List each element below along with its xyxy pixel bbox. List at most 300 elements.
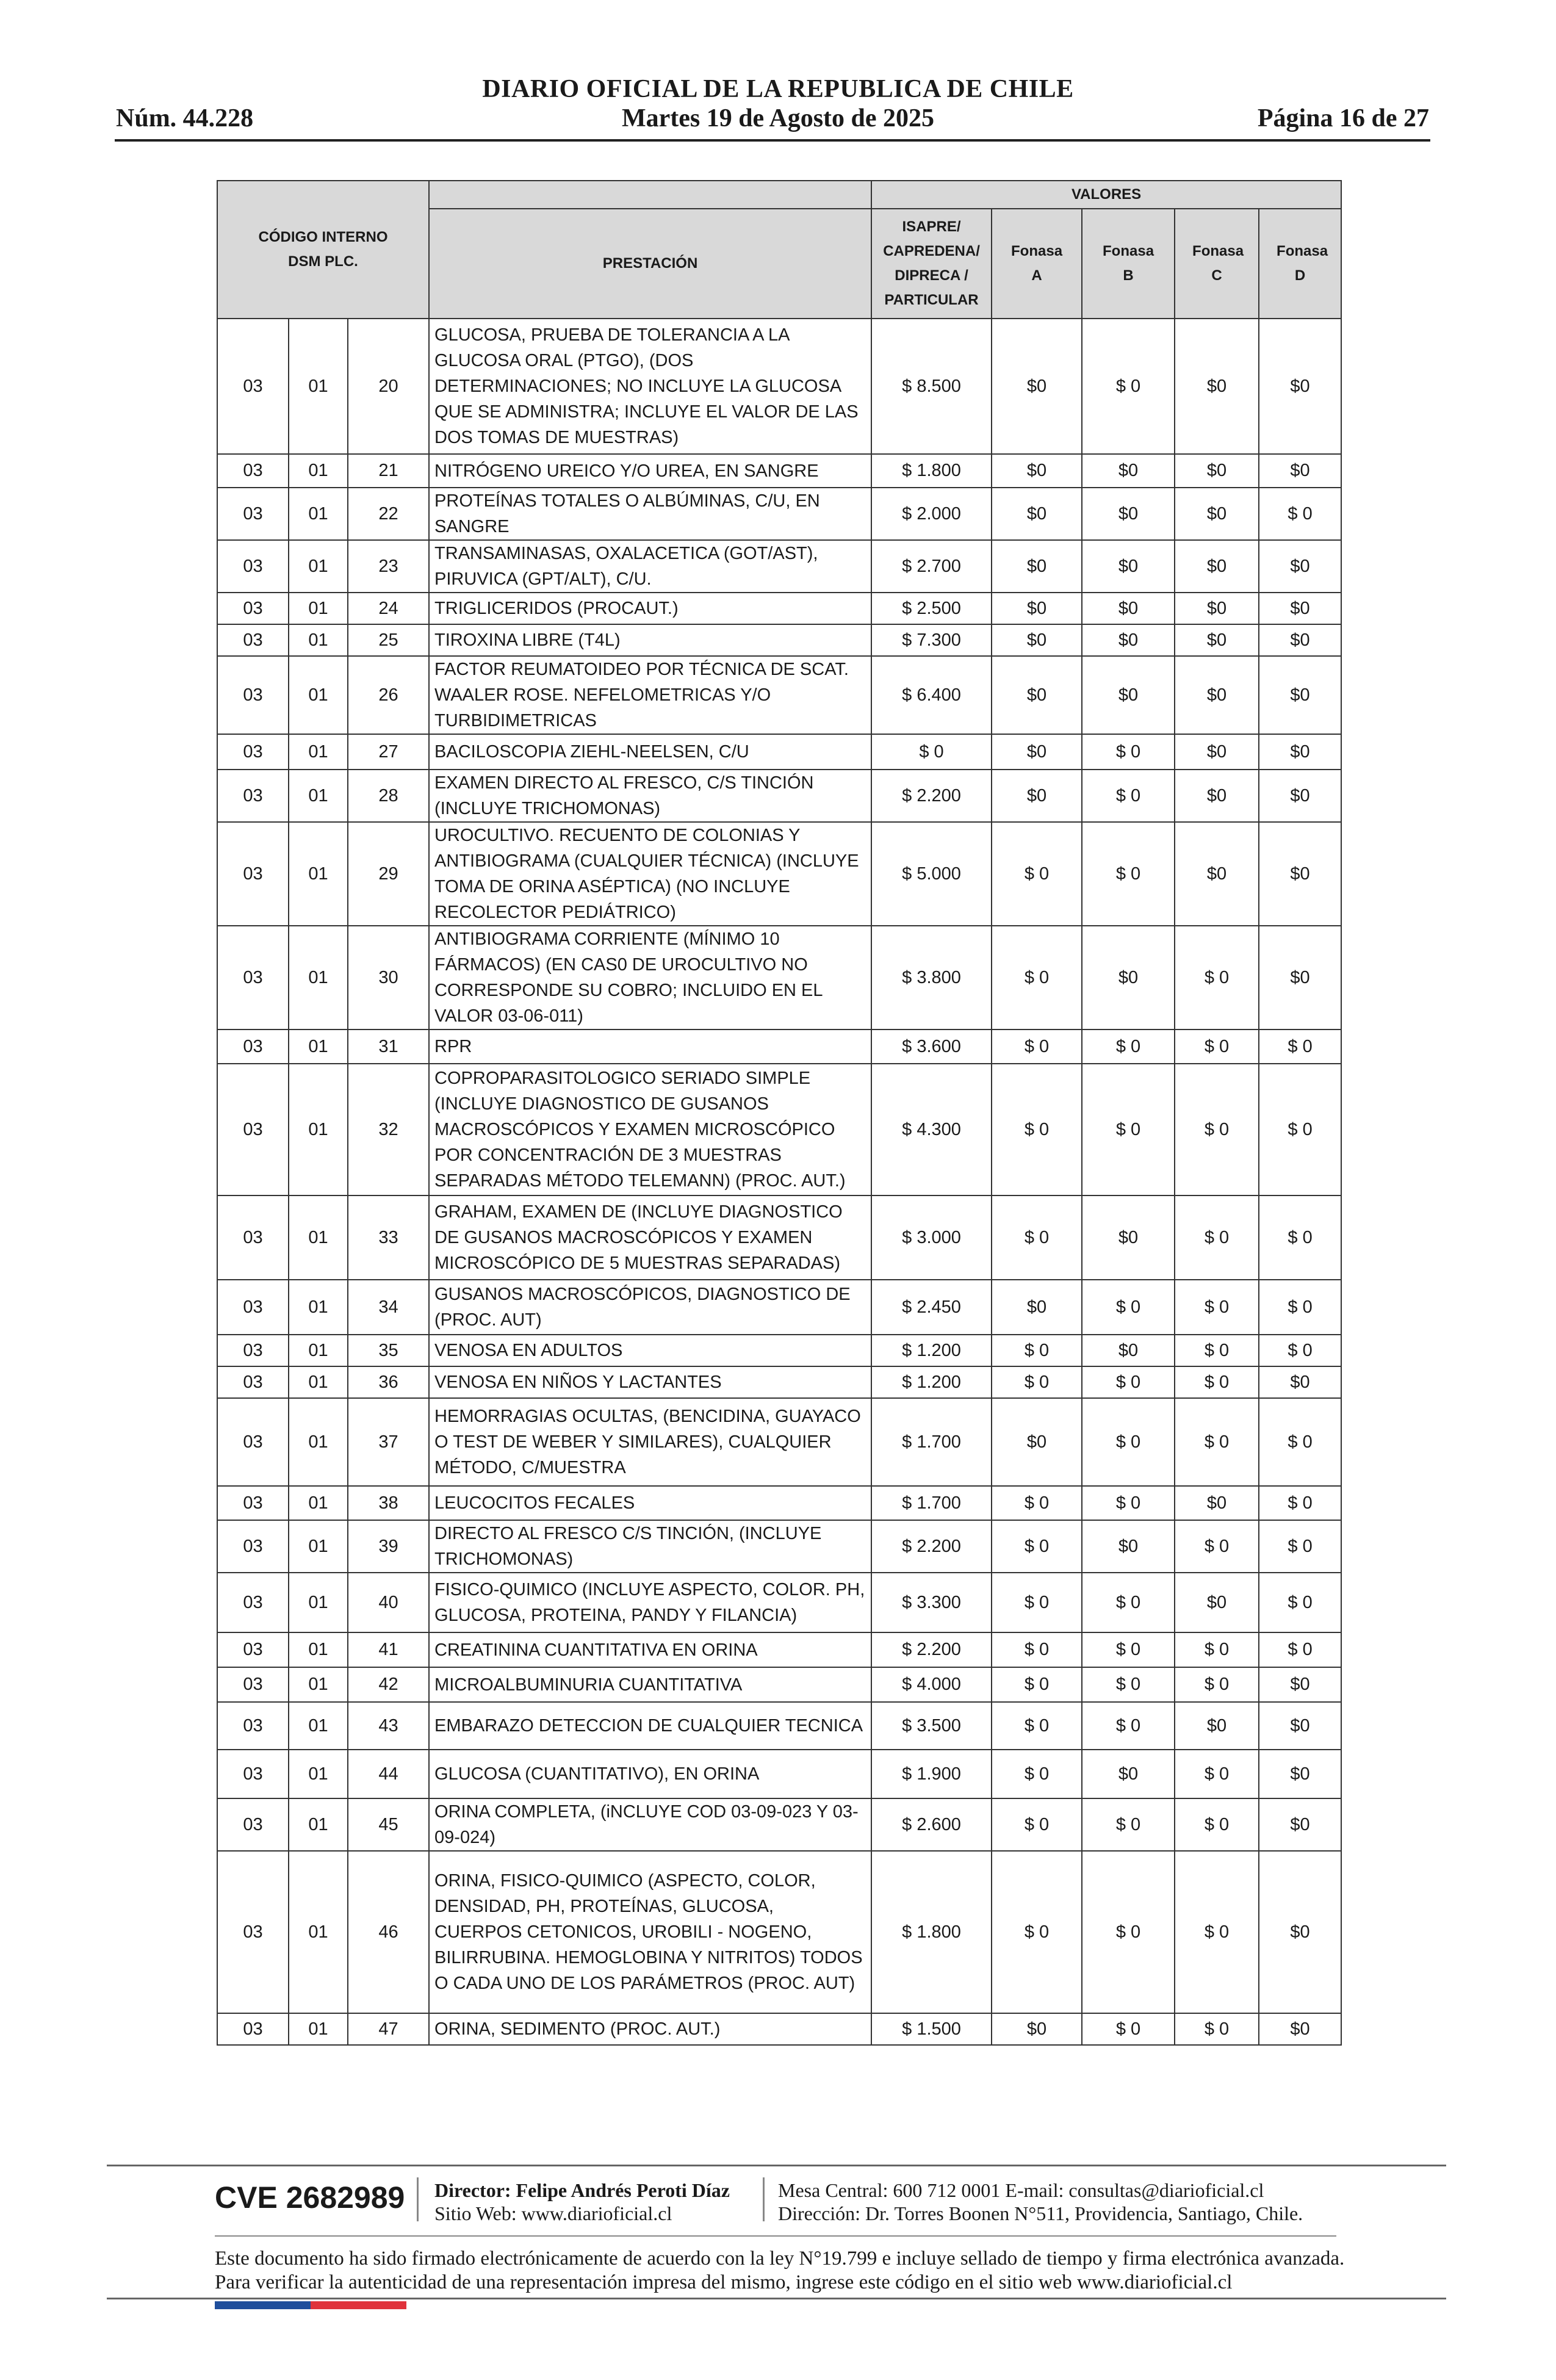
table-row (217, 1486, 1341, 1520)
table-row (217, 1632, 1341, 1667)
code-cell: 03 (217, 926, 289, 1030)
fonasa-c-value: $ 0 (1175, 1798, 1259, 1851)
isapre-value: $ 1.700 (871, 1398, 992, 1486)
fonasa-a-value: $0 (992, 319, 1082, 454)
code-cell: 03 (217, 1750, 289, 1798)
fonasa-a-value: $ 0 (992, 1798, 1082, 1851)
code-cell: 40 (348, 1573, 429, 1632)
code-cell: 21 (348, 454, 429, 488)
code-cell: 01 (289, 540, 348, 593)
code-cell: 25 (348, 624, 429, 656)
fonasa-b-value: $0 (1082, 488, 1175, 540)
isapre-value: $ 3.600 (871, 1030, 992, 1064)
table-row (217, 1030, 1341, 1064)
code-cell: 01 (289, 2013, 348, 2045)
prestacion-cell: VENOSA EN NIÑOS Y LACTANTES (429, 1366, 871, 1398)
isapre-value: $ 1.800 (871, 454, 992, 488)
table-row (217, 1064, 1341, 1195)
code-cell: 03 (217, 1398, 289, 1486)
footer-bottom-rule (107, 2298, 1446, 2299)
fonasa-b-value: $0 (1082, 656, 1175, 734)
fonasa-c-value: $0 (1175, 624, 1259, 656)
code-cell: 01 (289, 488, 348, 540)
isapre-value: $ 2.600 (871, 1798, 992, 1851)
fonasa-b-value: $ 0 (1082, 319, 1175, 454)
isapre-value: $ 0 (871, 734, 992, 770)
code-cell: 27 (348, 734, 429, 770)
website-line: Sitio Web: www.diarioficial.cl (434, 2202, 672, 2224)
prestacion-cell: GLUCOSA, PRUEBA DE TOLERANCIA A LA GLUCOSA ORAL (PTGO), (DOS DETERMINACIONES; NO INCLUYE LA GLUCOSA QUE SE ADMINISTRA; INCLUYE EL VALOR DE LAS DOS TOMAS DE MUESTRAS) (429, 319, 871, 454)
fonasa-c-value: $0 (1175, 540, 1259, 593)
code-cell: 03 (217, 1632, 289, 1667)
fonasa-c-value: $0 (1175, 656, 1259, 734)
code-cell: 01 (289, 1030, 348, 1064)
code-cell: 03 (217, 656, 289, 734)
publication-date: Martes 19 de Agosto de 2025 (621, 104, 935, 132)
code-cell: 03 (217, 319, 289, 454)
prestacion-cell: TRIGLICERIDOS (PROCAUT.) (429, 593, 871, 624)
fonasa-d-value: $0 (1259, 822, 1341, 926)
footer-separator (763, 2177, 765, 2221)
code-cell: 03 (217, 1064, 289, 1195)
isapre-value: $ 1.500 (871, 2013, 992, 2045)
table-row (217, 1520, 1341, 1573)
isapre-value: $ 1.200 (871, 1366, 992, 1398)
prestacion-cell: FACTOR REUMATOIDEO POR TÉCNICA DE SCAT. WAALER ROSE. NEFELOMETRICAS Y/O TURBIDIMETRICAS (429, 656, 871, 734)
fonasa-d-value: $ 0 (1259, 1632, 1341, 1667)
isapre-value: $ 1.900 (871, 1750, 992, 1798)
fonasa-b-value: $0 (1082, 593, 1175, 624)
code-cell: 03 (217, 488, 289, 540)
code-cell: 01 (289, 624, 348, 656)
code-cell: 03 (217, 1851, 289, 2013)
code-cell: 01 (289, 1486, 348, 1520)
prestacion-cell: ANTIBIOGRAMA CORRIENTE (MÍNIMO 10 FÁRMACOS) (EN CAS0 DE UROCULTIVO NO CORRESPONDE SU COBRO; INCLUIDO EN EL VALOR 03-06-011) (429, 926, 871, 1030)
fonasa-d-value: $0 (1259, 1798, 1341, 1851)
code-cell: 01 (289, 593, 348, 624)
prestacion-cell: RPR (429, 1030, 871, 1064)
fonasa-d-value: $0 (1259, 1702, 1341, 1750)
fonasa-c-value: $0 (1175, 593, 1259, 624)
legal-notice: Este documento ha sido firmado electrónicamente de acuerdo con la ley N°19.799 e incluye sellado de tiempo y firma electrónica avanzada. Para verificar la autenticidad de una representación impresa del mismo, ingrese este código en el sitio web www.diarioficial.cl (215, 2248, 1345, 2293)
prestacion-cell: EMBARAZO DETECCION DE CUALQUIER TECNICA (429, 1702, 871, 1750)
code-cell: 33 (348, 1195, 429, 1280)
header-fonasa-b: Fonasa B (1082, 209, 1175, 319)
code-cell: 03 (217, 770, 289, 822)
fonasa-d-value: $ 0 (1259, 1573, 1341, 1632)
cve-code: CVE 2682989 (215, 2180, 405, 2215)
fonasa-c-value: $ 0 (1175, 1064, 1259, 1195)
fonasa-b-value: $ 0 (1082, 1030, 1175, 1064)
isapre-value: $ 3.000 (871, 1195, 992, 1280)
table-row (217, 319, 1341, 454)
fonasa-b-value: $ 0 (1082, 1632, 1175, 1667)
prestacion-cell: EXAMEN DIRECTO AL FRESCO, C/S TINCIÓN (INCLUYE TRICHOMONAS) (429, 770, 871, 822)
fonasa-b-value: $ 0 (1082, 1486, 1175, 1520)
code-cell: 03 (217, 1702, 289, 1750)
fonasa-a-value: $ 0 (992, 1064, 1082, 1195)
fonasa-b-value: $ 0 (1082, 1851, 1175, 2013)
fonasa-c-value: $ 0 (1175, 2013, 1259, 2045)
fonasa-d-value: $ 0 (1259, 1520, 1341, 1573)
isapre-value: $ 6.400 (871, 656, 992, 734)
director-line: Director: Felipe Andrés Peroti Díaz (434, 2179, 730, 2201)
fonasa-c-value: $0 (1175, 822, 1259, 926)
fonasa-b-value: $ 0 (1082, 1667, 1175, 1702)
header-fonasa-d: Fonasa D (1259, 209, 1341, 319)
prestacion-cell: CREATININA CUANTITATIVA EN ORINA (429, 1632, 871, 1667)
fonasa-a-value: $ 0 (992, 1702, 1082, 1750)
fonasa-d-value: $ 0 (1259, 1195, 1341, 1280)
fonasa-d-value: $ 0 (1259, 1030, 1341, 1064)
fonasa-a-value: $0 (992, 770, 1082, 822)
fonasa-d-value: $0 (1259, 624, 1341, 656)
code-cell: 03 (217, 1520, 289, 1573)
table-row (217, 1667, 1341, 1702)
fonasa-c-value: $ 0 (1175, 1632, 1259, 1667)
fonasa-b-value: $ 0 (1082, 1798, 1175, 1851)
code-cell: 01 (289, 656, 348, 734)
isapre-value: $ 2.200 (871, 1632, 992, 1667)
code-cell: 01 (289, 1667, 348, 1702)
footer-top-rule (107, 2165, 1446, 2166)
code-cell: 03 (217, 624, 289, 656)
code-cell: 01 (289, 770, 348, 822)
table-row (217, 2013, 1341, 2045)
isapre-value: $ 3.500 (871, 1702, 992, 1750)
code-cell: 01 (289, 822, 348, 926)
code-cell: 01 (289, 1632, 348, 1667)
code-cell: 30 (348, 926, 429, 1030)
code-cell: 32 (348, 1064, 429, 1195)
isapre-value: $ 8.500 (871, 319, 992, 454)
header-prestacion: PRESTACIÓN (429, 209, 871, 319)
fonasa-d-value: $ 0 (1259, 1335, 1341, 1366)
isapre-value: $ 1.800 (871, 1851, 992, 2013)
header-fonasa-a: Fonasa A (992, 209, 1082, 319)
code-cell: 47 (348, 2013, 429, 2045)
table-row (217, 656, 1341, 734)
fonasa-c-value: $0 (1175, 1486, 1259, 1520)
fonasa-c-value: $0 (1175, 1702, 1259, 1750)
prestacion-cell: FISICO-QUIMICO (INCLUYE ASPECTO, COLOR. PH, GLUCOSA, PROTEINA, PANDY Y FILANCIA) (429, 1573, 871, 1632)
table-row (217, 1702, 1341, 1750)
fonasa-b-value: $ 0 (1082, 1573, 1175, 1632)
fonasa-a-value: $ 0 (992, 1573, 1082, 1632)
prestacion-cell: LEUCOCITOS FECALES (429, 1486, 871, 1520)
code-cell: 03 (217, 1335, 289, 1366)
footer-mid-rule (215, 2235, 1336, 2237)
isapre-value: $ 4.300 (871, 1064, 992, 1195)
code-cell: 42 (348, 1667, 429, 1702)
code-cell: 36 (348, 1366, 429, 1398)
address-line: Dirección: Dr. Torres Boonen N°511, Providencia, Santiago, Chile. (778, 2202, 1303, 2224)
fonasa-a-value: $ 0 (992, 926, 1082, 1030)
prestacion-cell: COPROPARASITOLOGICO SERIADO SIMPLE (INCLUYE DIAGNOSTICO DE GUSANOS MACROSCÓPICOS Y EXAMEN MICROSCÓPICO POR CONCENTRACIÓN DE 3 MUESTRAS SEPARADAS MÉTODO TELEMANN) (PROC. AUT.) (429, 1064, 871, 1195)
fonasa-b-value: $0 (1082, 540, 1175, 593)
isapre-value: $ 4.000 (871, 1667, 992, 1702)
isapre-value: $ 3.300 (871, 1573, 992, 1632)
fonasa-a-value: $ 0 (992, 1195, 1082, 1280)
fonasa-d-value: $0 (1259, 1667, 1341, 1702)
table-row (217, 1798, 1341, 1851)
fonasa-c-value: $0 (1175, 1573, 1259, 1632)
code-cell: 03 (217, 1667, 289, 1702)
code-cell: 03 (217, 1030, 289, 1064)
header-codigo: CÓDIGO INTERNO DSM PLC. (217, 181, 429, 319)
code-cell: 01 (289, 1851, 348, 2013)
prestacion-cell: ORINA COMPLETA, (iNCLUYE COD 03-09-023 Y 03-09-024) (429, 1798, 871, 1851)
page-indicator: Página 16 de 27 (1257, 104, 1429, 132)
fonasa-a-value: $ 0 (992, 822, 1082, 926)
code-cell: 01 (289, 1366, 348, 1398)
fonasa-d-value: $0 (1259, 770, 1341, 822)
code-cell: 44 (348, 1750, 429, 1798)
fonasa-a-value: $0 (992, 488, 1082, 540)
code-cell: 43 (348, 1702, 429, 1750)
code-cell: 01 (289, 1195, 348, 1280)
fonasa-a-value: $ 0 (992, 1030, 1082, 1064)
fonasa-a-value: $0 (992, 454, 1082, 488)
fonasa-c-value: $ 0 (1175, 1851, 1259, 2013)
table-row (217, 624, 1341, 656)
table-row (217, 1851, 1341, 2013)
prestacion-cell: TIROXINA LIBRE (T4L) (429, 624, 871, 656)
fonasa-a-value: $ 0 (992, 1667, 1082, 1702)
table-row (217, 540, 1341, 593)
table-row (217, 1195, 1341, 1280)
code-cell: 39 (348, 1520, 429, 1573)
isapre-value: $ 2.000 (871, 488, 992, 540)
footer-director-block (434, 2179, 730, 2225)
prestacion-cell: DIRECTO AL FRESCO C/S TINCIÓN, (INCLUYE TRICHOMONAS) (429, 1520, 871, 1573)
footer-separator (417, 2177, 419, 2221)
code-cell: 01 (289, 1064, 348, 1195)
footer-contact-block (778, 2179, 1303, 2225)
table-row (217, 1366, 1341, 1398)
isapre-value: $ 7.300 (871, 624, 992, 656)
fonasa-c-value: $0 (1175, 454, 1259, 488)
fonasa-c-value: $ 0 (1175, 1750, 1259, 1798)
fonasa-d-value: $0 (1259, 2013, 1341, 2045)
code-cell: 03 (217, 1573, 289, 1632)
table-row (217, 1750, 1341, 1798)
code-cell: 01 (289, 1798, 348, 1851)
isapre-value: $ 2.450 (871, 1280, 992, 1335)
table-row (217, 1280, 1341, 1335)
fonasa-c-value: $ 0 (1175, 1195, 1259, 1280)
fonasa-d-value: $0 (1259, 593, 1341, 624)
code-cell: 03 (217, 454, 289, 488)
code-cell: 03 (217, 1798, 289, 1851)
fonasa-c-value: $ 0 (1175, 1030, 1259, 1064)
flag-bar-red (311, 2301, 406, 2309)
table-row (217, 926, 1341, 1030)
isapre-value: $ 1.200 (871, 1335, 992, 1366)
fonasa-a-value: $0 (992, 540, 1082, 593)
code-cell: 03 (217, 540, 289, 593)
fonasa-b-value: $0 (1082, 1520, 1175, 1573)
code-cell: 01 (289, 926, 348, 1030)
code-cell: 41 (348, 1632, 429, 1667)
fonasa-a-value: $0 (992, 656, 1082, 734)
fonasa-b-value: $ 0 (1082, 822, 1175, 926)
code-cell: 29 (348, 822, 429, 926)
prestacion-cell: BACILOSCOPIA ZIEHL-NEELSEN, C/U (429, 734, 871, 770)
code-cell: 03 (217, 593, 289, 624)
prestacion-cell: TRANSAMINASAS, OXALACETICA (GOT/AST), PIRUVICA (GPT/ALT), C/U. (429, 540, 871, 593)
code-cell: 03 (217, 822, 289, 926)
fonasa-d-value: $0 (1259, 454, 1341, 488)
prestacion-cell: HEMORRAGIAS OCULTAS, (BENCIDINA, GUAYACO O TEST DE WEBER Y SIMILARES), CUALQUIER MÉTODO, C/MUESTRA (429, 1398, 871, 1486)
code-cell: 20 (348, 319, 429, 454)
isapre-value: $ 2.200 (871, 1520, 992, 1573)
fonasa-c-value: $ 0 (1175, 1366, 1259, 1398)
code-cell: 01 (289, 1573, 348, 1632)
fonasa-b-value: $ 0 (1082, 1398, 1175, 1486)
fonasa-d-value: $0 (1259, 319, 1341, 454)
header-valores: VALORES (871, 181, 1341, 209)
fonasa-c-value: $ 0 (1175, 1398, 1259, 1486)
code-cell: 22 (348, 488, 429, 540)
fonasa-c-value: $ 0 (1175, 926, 1259, 1030)
code-cell: 01 (289, 454, 348, 488)
code-cell: 03 (217, 2013, 289, 2045)
prestacion-cell: MICROALBUMINURIA CUANTITATIVA (429, 1667, 871, 1702)
fonasa-d-value: $0 (1259, 1366, 1341, 1398)
code-cell: 01 (289, 1280, 348, 1335)
fonasa-b-value: $0 (1082, 454, 1175, 488)
fonasa-d-value: $0 (1259, 734, 1341, 770)
flag-bar-blue (215, 2301, 311, 2309)
code-cell: 01 (289, 1702, 348, 1750)
code-cell: 03 (217, 1486, 289, 1520)
fonasa-a-value: $ 0 (992, 1851, 1082, 2013)
code-cell: 01 (289, 1335, 348, 1366)
code-cell: 31 (348, 1030, 429, 1064)
fonasa-d-value: $ 0 (1259, 488, 1341, 540)
code-cell: 03 (217, 734, 289, 770)
fonasa-c-value: $ 0 (1175, 1280, 1259, 1335)
fonasa-c-value: $ 0 (1175, 1335, 1259, 1366)
table-row (217, 734, 1341, 770)
fonasa-b-value: $ 0 (1082, 734, 1175, 770)
header-fonasa-c: Fonasa C (1175, 209, 1259, 319)
fonasa-a-value: $0 (992, 734, 1082, 770)
fonasa-d-value: $ 0 (1259, 1398, 1341, 1486)
isapre-value: $ 3.800 (871, 926, 992, 1030)
prestacion-cell: ORINA, FISICO-QUIMICO (ASPECTO, COLOR, DENSIDAD, PH, PROTEÍNAS, GLUCOSA, CUERPOS CETONICOS, UROBILI - NOGENO, BILIRRUBINA. HEMOGLOBINA Y NITRITOS) TODOS O CADA UNO DE LOS PARÁMETROS (PROC. AUT) (429, 1851, 871, 2013)
fonasa-a-value: $ 0 (992, 1632, 1082, 1667)
issue-number: Núm. 44.228 (116, 104, 254, 132)
fonasa-a-value: $ 0 (992, 1486, 1082, 1520)
fonasa-b-value: $0 (1082, 1750, 1175, 1798)
fonasa-b-value: $ 0 (1082, 1280, 1175, 1335)
fonasa-a-value: $ 0 (992, 1335, 1082, 1366)
fonasa-a-value: $0 (992, 593, 1082, 624)
code-cell: 46 (348, 1851, 429, 2013)
code-cell: 03 (217, 1280, 289, 1335)
fonasa-b-value: $0 (1082, 1195, 1175, 1280)
fonasa-a-value: $0 (992, 1398, 1082, 1486)
code-cell: 28 (348, 770, 429, 822)
code-cell: 23 (348, 540, 429, 593)
fonasa-b-value: $ 0 (1082, 1702, 1175, 1750)
fonasa-b-value: $0 (1082, 1335, 1175, 1366)
table-row (217, 1335, 1341, 1366)
code-cell: 01 (289, 1398, 348, 1486)
fonasa-a-value: $0 (992, 2013, 1082, 2045)
isapre-value: $ 1.700 (871, 1486, 992, 1520)
fonasa-b-value: $ 0 (1082, 1366, 1175, 1398)
fonasa-b-value: $ 0 (1082, 2013, 1175, 2045)
code-cell: 35 (348, 1335, 429, 1366)
prestacion-cell: NITRÓGENO UREICO Y/O UREA, EN SANGRE (429, 454, 871, 488)
fonasa-b-value: $0 (1082, 926, 1175, 1030)
fonasa-c-value: $ 0 (1175, 1667, 1259, 1702)
isapre-value: $ 2.500 (871, 593, 992, 624)
isapre-value: $ 5.000 (871, 822, 992, 926)
fonasa-c-value: $0 (1175, 770, 1259, 822)
isapre-value: $ 2.200 (871, 770, 992, 822)
prestacion-cell: ORINA, SEDIMENTO (PROC. AUT.) (429, 2013, 871, 2045)
table-row (217, 1398, 1341, 1486)
code-cell: 03 (217, 1366, 289, 1398)
code-cell: 03 (217, 1195, 289, 1280)
fonasa-d-value: $ 0 (1259, 1280, 1341, 1335)
fonasa-b-value: $0 (1082, 624, 1175, 656)
fonasa-d-value: $0 (1259, 540, 1341, 593)
code-cell: 34 (348, 1280, 429, 1335)
prestacion-cell: UROCULTIVO. RECUENTO DE COLONIAS Y ANTIBIOGRAMA (CUALQUIER TÉCNICA) (INCLUYE TOMA DE ORINA ASÉPTICA) (NO INCLUYE RECOLECTOR PEDIÁTRICO) (429, 822, 871, 926)
code-cell: 01 (289, 319, 348, 454)
fonasa-c-value: $0 (1175, 319, 1259, 454)
fonasa-c-value: $0 (1175, 488, 1259, 540)
fonasa-a-value: $ 0 (992, 1750, 1082, 1798)
prestacion-cell: PROTEÍNAS TOTALES O ALBÚMINAS, C/U, EN SANGRE (429, 488, 871, 540)
table-row (217, 1573, 1341, 1632)
prestacion-cell: GRAHAM, EXAMEN DE (INCLUYE DIAGNOSTICO DE GUSANOS MACROSCÓPICOS Y EXAMEN MICROSCÓPICO DE 5 MUESTRAS SEPARADAS) (429, 1195, 871, 1280)
fonasa-a-value: $0 (992, 1280, 1082, 1335)
prestacion-cell: VENOSA EN ADULTOS (429, 1335, 871, 1366)
table-row (217, 488, 1341, 540)
table-row (217, 593, 1341, 624)
fonasa-d-value: $0 (1259, 1750, 1341, 1798)
table-row (217, 822, 1341, 926)
code-cell: 26 (348, 656, 429, 734)
code-cell: 37 (348, 1398, 429, 1486)
table-row (217, 770, 1341, 822)
code-cell: 01 (289, 1750, 348, 1798)
isapre-value: $ 2.700 (871, 540, 992, 593)
code-cell: 38 (348, 1486, 429, 1520)
fonasa-a-value: $ 0 (992, 1366, 1082, 1398)
fonasa-b-value: $ 0 (1082, 770, 1175, 822)
code-cell: 01 (289, 1520, 348, 1573)
code-cell: 45 (348, 1798, 429, 1851)
prestacion-cell: GLUCOSA (CUANTITATIVO), EN ORINA (429, 1750, 871, 1798)
fonasa-d-value: $0 (1259, 656, 1341, 734)
header-isapre: ISAPRE/ CAPREDENA/ DIPRECA / PARTICULAR (871, 209, 992, 319)
fonasa-a-value: $ 0 (992, 1520, 1082, 1573)
fonasa-c-value: $0 (1175, 734, 1259, 770)
newspaper-title: DIARIO OFICIAL DE LA REPUBLICA DE CHILE (482, 75, 1074, 103)
fonasa-d-value: $ 0 (1259, 1486, 1341, 1520)
fonasa-d-value: $0 (1259, 926, 1341, 1030)
code-cell: 01 (289, 734, 348, 770)
table-body (217, 319, 1341, 2045)
prestacion-cell: GUSANOS MACROSCÓPICOS, DIAGNOSTICO DE (PROC. AUT) (429, 1280, 871, 1335)
